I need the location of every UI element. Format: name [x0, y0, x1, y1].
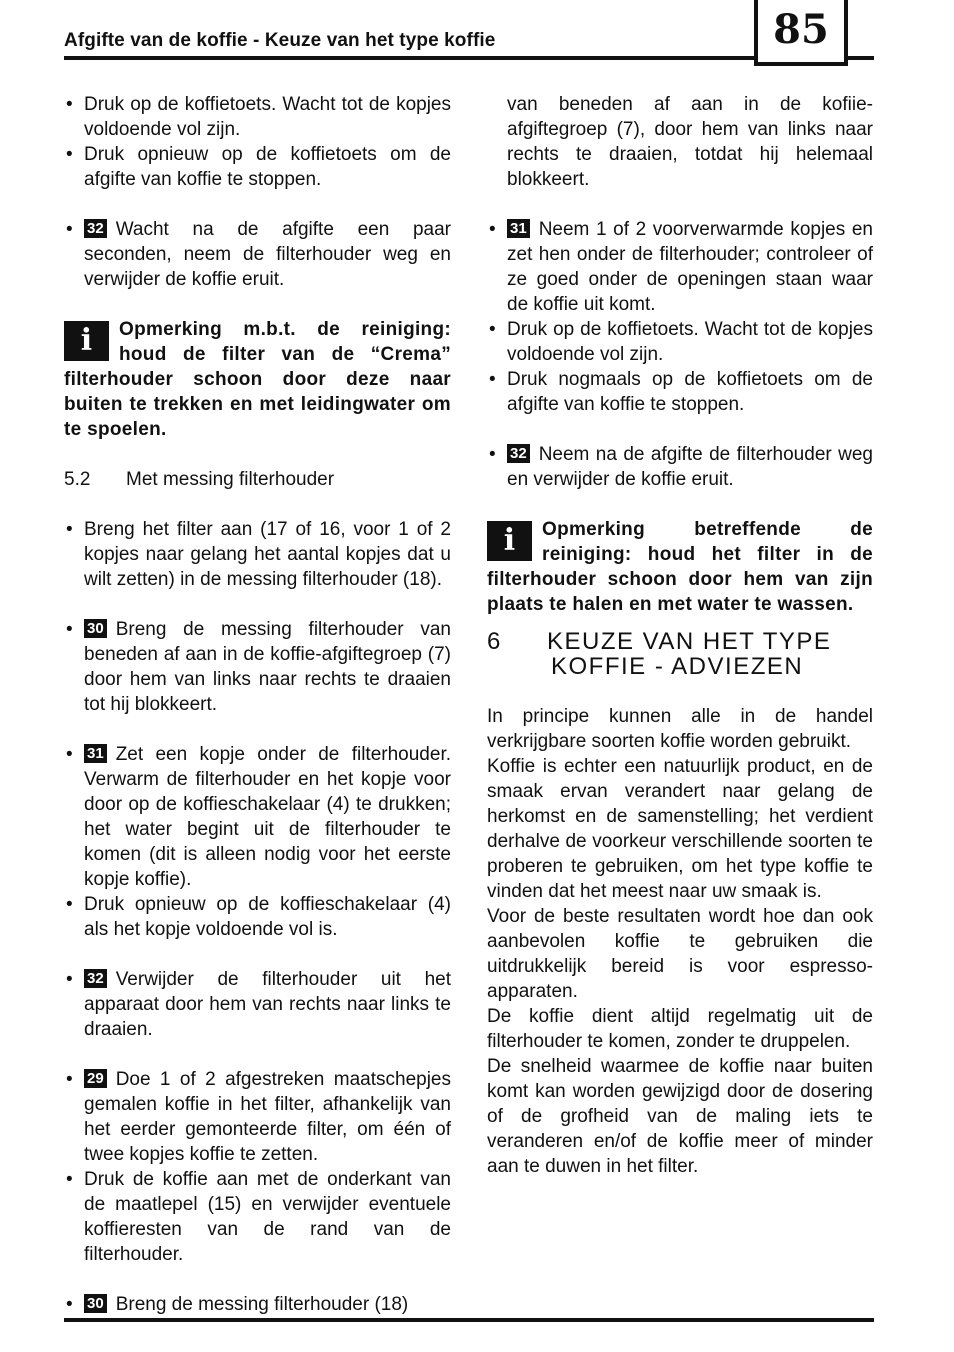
page-number-box [754, 0, 848, 66]
bullet-icon: • [66, 94, 73, 115]
section-subheading: 5.2 Met messing filterhouder [64, 469, 335, 490]
bullet-icon: • [66, 619, 73, 640]
continued-text: van beneden af aan in de kofiie-afgiftegroep (7), door hem van links naar rechts te draaien, totdat hij helemaal blokkeert. [507, 94, 873, 190]
list-item: • Druk op de koffietoets. Wacht tot de kopjes voldoende vol zijn. [66, 94, 451, 140]
bullet-icon: • [66, 144, 73, 165]
figure-badge: 31 [84, 744, 107, 763]
paragraph: Voor de beste resultaten wordt hoe dan ook aanbevolen koffie te gebruiken die uitdrukkelijk bereid is voor espresso-apparaten. [487, 906, 873, 1002]
bullet-icon: • [489, 369, 496, 390]
info-note: i Opmerking m.b.t. de reiniging: houd de filter van de “Crema” filterhouder schoon door deze naar buiten te trekken en met leidingwater om te spoelen. [64, 319, 451, 440]
figure-badge: 32 [84, 219, 107, 238]
bullet-icon: • [66, 744, 73, 765]
left-column [64, 92, 451, 1317]
bullet-icon: • [489, 319, 496, 340]
page-number: 85 [773, 6, 829, 53]
list-item: • 29 Doe 1 of 2 afgestreken maatschepjes gemalen koffie in het filter, afhankelijk van het eerder gemonteerde filter, om één of twee kopjes koffie te zetten. [66, 1069, 451, 1165]
header-rule [64, 56, 874, 60]
bullet-icon: • [66, 969, 73, 990]
figure-badge: 32 [84, 969, 107, 988]
list-item: • Druk op de koffietoets. Wacht tot de kopjes voldoende vol zijn. [489, 319, 873, 365]
info-icon: i [64, 321, 109, 361]
bullet-icon: • [489, 219, 496, 240]
figure-badge: 30 [84, 619, 107, 638]
info-icon: i [487, 521, 532, 561]
paragraph: In principe kunnen alle in de handel verkrijgbare soorten koffie worden gebruikt. [487, 706, 873, 752]
list-item: • 32 Verwijder de filterhouder uit het apparaat door hem van rechts naar links te draaien. [66, 969, 451, 1040]
list-item: • 30 Breng de messing filterhouder van beneden af aan in de koffie-afgiftegroep (7) door hem van links naar rechts te draaien tot hij blokkeert. [66, 619, 451, 715]
list-item: • Druk opnieuw op de koffieschakelaar (4) als het kopje voldoende vol is. [66, 894, 451, 940]
bullet-icon: • [66, 519, 73, 540]
list-item: • 32 Neem na de afgifte de filterhouder weg en verwijder de koffie eruit. [489, 444, 873, 490]
section-heading: 6 KEUZE VAN HET TYPE KOFFIE - ADVIEZEN [487, 628, 832, 680]
figure-badge: 29 [84, 1069, 107, 1088]
info-note: i Opmerking betreffende de reiniging: houd het filter in de filterhouder schoon door hem van zijn plaats te halen en met water te wassen. [487, 519, 873, 615]
list-item: • Breng het filter aan (17 of 16, voor 1 of 2 kopjes naar gelang het aantal kopjes dat u wilt zetten) in de messing filterhouder (18). [66, 519, 451, 590]
bullet-icon: • [66, 1294, 73, 1315]
bullet-icon: • [66, 894, 73, 915]
list-item: • 30 Breng de messing filterhouder (18) [66, 1294, 409, 1315]
bullet-icon: • [489, 444, 496, 465]
paragraph: De koffie dient altijd regelmatig uit de filterhouder te komen, zonder te druppelen. [487, 1006, 873, 1052]
list-item: • Druk nogmaals op de koffietoets om de afgifte van koffie te stoppen. [489, 369, 873, 415]
page-header-title: Afgifte van de koffie - Keuze van het type koffie [64, 30, 496, 51]
figure-badge: 30 [84, 1294, 107, 1313]
paragraph: Koffie is echter een natuurlijk product, en de smaak ervan verandert naar gelang de herkomst en de samenstelling; het verdient derhalve de voorkeur verschillende soorten te proberen te gebruiken, om het type koffie te vinden dat het meest naar uw smaak is. [487, 756, 873, 902]
bullet-icon: • [66, 219, 73, 240]
right-column [487, 92, 873, 1179]
footer-rule [64, 1318, 874, 1322]
bullet-icon: • [66, 1169, 73, 1190]
figure-badge: 32 [507, 444, 530, 463]
list-item: • 32 Wacht na de afgifte een paar seconden, neem de filterhouder weg en verwijder de koffie eruit. [66, 219, 451, 290]
figure-badge: 31 [507, 219, 530, 238]
list-item: • Druk opnieuw op de koffietoets om de afgifte van koffie te stoppen. [66, 144, 451, 190]
list-item: • 31 Zet een kopje onder de filterhouder. Verwarm de filterhouder en het kopje voor door op de koffieschakelaar (4) te drukken; het water begint uit de filterhouder te komen (dit is alleen nodig voor het eerste kopje koffie). [66, 744, 451, 890]
bullet-icon: • [66, 1069, 73, 1090]
list-item: • Druk de koffie aan met de onderkant van de maatlepel (15) en verwijder eventuele koffieresten van de rand van de filterhouder. [66, 1169, 451, 1265]
paragraph: De snelheid waarmee de koffie naar buiten komt kan worden gewijzigd door de dosering of de grofheid van de maling iets te veranderen en/of de koffie meer of minder aan te duwen in het filter. [487, 1056, 873, 1177]
list-item: • 31 Neem 1 of 2 voorverwarmde kopjes en zet hen onder de filterhouder; controleer of ze goed onder de openingen staan waar de koffie uit komt. [489, 219, 873, 315]
